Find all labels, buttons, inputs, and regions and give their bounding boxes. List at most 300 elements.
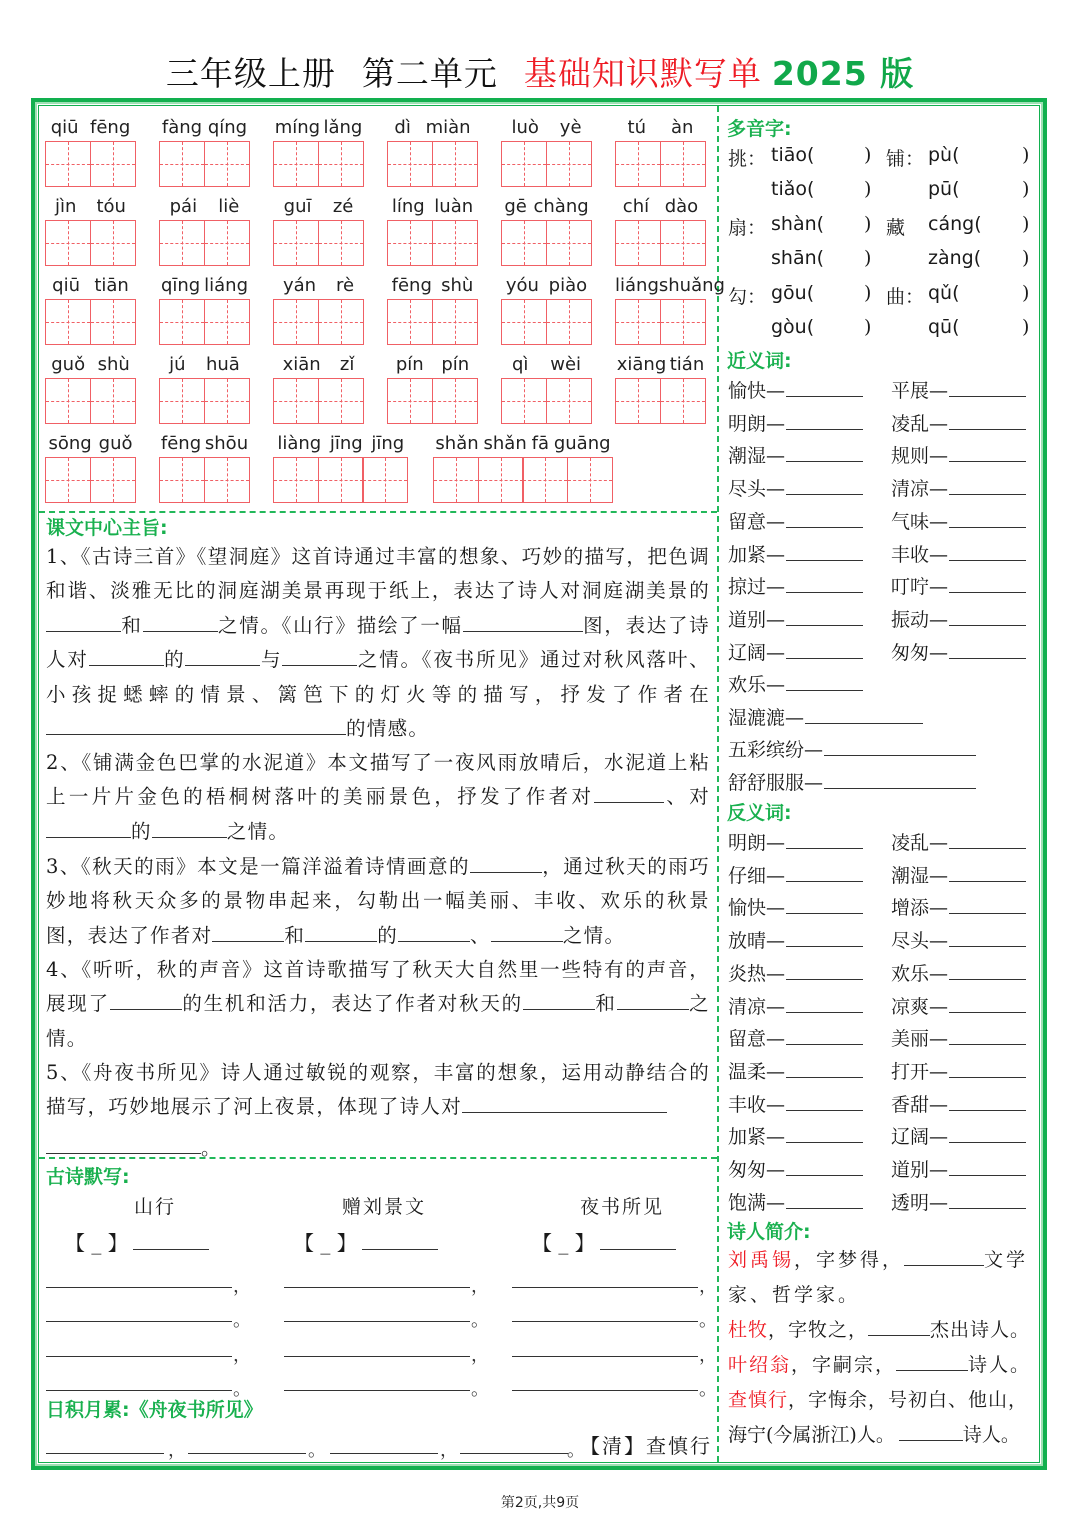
word-pair-item xyxy=(728,959,863,986)
para-text: 之情。 xyxy=(562,923,626,947)
tianzige-writing-box[interactable] xyxy=(273,378,319,424)
pinyin-syllable: dào xyxy=(664,196,699,217)
tianzige-writing-box[interactable] xyxy=(318,141,364,187)
answer-blank[interactable] xyxy=(949,1027,1026,1045)
word-prompt: 气味— xyxy=(891,510,949,533)
tianzige-writing-box[interactable] xyxy=(615,378,661,424)
polyphone-answer-slot[interactable] xyxy=(831,213,862,233)
theme-paragraph-4 xyxy=(46,953,710,1056)
pinyin-label xyxy=(501,354,592,375)
tianzige-writing-box[interactable] xyxy=(660,378,706,424)
word-pair-item xyxy=(728,507,863,534)
poem-line-blank[interactable] xyxy=(512,1371,698,1391)
polyphone-pinyin: pū( xyxy=(928,178,960,200)
polyphone-answer-slot[interactable] xyxy=(831,316,862,336)
tianzige-writing-box[interactable] xyxy=(546,378,592,424)
daily-blank-2[interactable] xyxy=(188,1434,306,1454)
answer-blank[interactable] xyxy=(786,477,863,495)
pinyin-label xyxy=(273,196,364,217)
pinyin-syllable: pín xyxy=(441,354,470,375)
pinyin-label xyxy=(273,433,409,454)
pinyin-label xyxy=(45,196,136,217)
pinyin-syllable: zǐ xyxy=(339,354,355,375)
tianzige-writing-box[interactable] xyxy=(159,457,205,503)
tianzige-writing-box[interactable] xyxy=(204,378,250,424)
poem-line-blank[interactable] xyxy=(512,1268,698,1288)
answer-blank[interactable] xyxy=(949,1093,1026,1111)
answer-blank[interactable] xyxy=(46,716,346,736)
poet-heading: 诗人简介: xyxy=(727,1221,811,1243)
tianzige-writing-box[interactable] xyxy=(45,220,91,266)
word-prompt: 清凉— xyxy=(728,995,786,1018)
poet-entry-ye xyxy=(728,1350,1031,1377)
polyphone-answer-slot[interactable] xyxy=(988,282,1020,302)
answer-blank[interactable] xyxy=(949,379,1026,397)
answer-blank[interactable] xyxy=(305,922,377,942)
answer-blank[interactable] xyxy=(786,510,863,528)
close-paren: ) xyxy=(864,213,872,235)
answer-blank[interactable] xyxy=(949,962,1026,980)
polyphone-char: 藏 xyxy=(886,217,906,239)
word-pair-item xyxy=(891,926,1026,953)
pinyin-syllable: fā xyxy=(531,433,549,454)
polyphone-answer-slot[interactable] xyxy=(831,282,862,302)
pinyin-syllable: chí xyxy=(622,196,650,217)
antonym-heading: 反义词: xyxy=(727,802,792,824)
tianzige-writing-box[interactable] xyxy=(522,457,568,503)
pinyin-syllable: liáng xyxy=(204,275,249,296)
poem-line-blank[interactable] xyxy=(284,1302,470,1322)
pinyin-syllable: miàn xyxy=(425,117,471,138)
tianzige-writing-box[interactable] xyxy=(90,220,136,266)
pinyin-syllable: sōng xyxy=(48,433,92,454)
answer-blank[interactable] xyxy=(904,1247,984,1266)
tianzige-writing-box[interactable] xyxy=(615,141,661,187)
answer-blank[interactable] xyxy=(949,1158,1026,1176)
pinyin-label xyxy=(501,275,592,296)
pinyin-label xyxy=(273,117,364,138)
word-pair-item xyxy=(891,474,1026,501)
poet-text: 文学 xyxy=(984,1249,1029,1271)
tianzige-writing-box[interactable] xyxy=(567,457,613,503)
pinyin-label xyxy=(615,117,706,138)
pinyin-syllable: líng xyxy=(391,196,425,217)
answer-blank[interactable] xyxy=(786,379,863,397)
poet-entry-zha xyxy=(728,1385,1028,1412)
tianzige-writing-box[interactable] xyxy=(660,141,706,187)
polyphone-pinyin: zàng( xyxy=(928,247,982,269)
word-pair-item xyxy=(891,992,1026,1019)
column-divider xyxy=(717,106,719,1462)
pinyin-syllable: dì xyxy=(394,117,411,138)
pinyin-label xyxy=(45,354,136,375)
word-pair-item xyxy=(728,926,863,953)
poem-author-bracket[interactable]: 【 _ 】 xyxy=(65,1231,128,1255)
poem-line-blank[interactable] xyxy=(512,1302,698,1322)
answer-blank[interactable] xyxy=(868,1317,930,1336)
close-paren: ) xyxy=(864,282,872,304)
answer-blank[interactable] xyxy=(152,818,227,838)
word-prompt: 舒舒服服— xyxy=(728,772,824,794)
tianzige-writing-box[interactable] xyxy=(432,220,478,266)
answer-blank[interactable] xyxy=(786,543,863,561)
poet-name: 查慎行 xyxy=(728,1389,789,1411)
theme-paragraph-1 xyxy=(46,540,710,746)
tianzige-writing-box[interactable] xyxy=(318,378,364,424)
answer-blank[interactable] xyxy=(282,647,357,667)
theme-paragraph-2 xyxy=(46,746,710,849)
close-paren: ) xyxy=(1022,247,1030,269)
pinyin-syllable: guǒ xyxy=(98,433,133,454)
polyphone-answer-slot[interactable] xyxy=(988,178,1020,198)
answer-blank[interactable] xyxy=(949,896,1026,914)
answer-blank[interactable] xyxy=(786,673,863,691)
pinyin-syllable: shōu xyxy=(204,433,249,454)
tianzige-writing-box[interactable] xyxy=(159,141,205,187)
answer-blank[interactable] xyxy=(143,612,218,632)
poet-text: 诗人。 xyxy=(968,1354,1032,1376)
word-pair-item xyxy=(891,1188,1026,1215)
word-prompt: 明朗— xyxy=(728,412,786,435)
pinyin-syllable: pín xyxy=(395,354,424,375)
polyphone-answer-slot[interactable] xyxy=(988,213,1020,233)
poem-line-blank[interactable] xyxy=(46,1302,232,1322)
word-prompt: 打开— xyxy=(891,1060,949,1083)
answer-blank[interactable] xyxy=(786,995,863,1013)
para-text: 、对 xyxy=(664,785,710,809)
word-pair-item xyxy=(891,1090,1026,1117)
tianzige-writing-box[interactable] xyxy=(546,141,592,187)
pinyin-syllable: huā xyxy=(205,354,240,375)
polyphone-answer-slot[interactable] xyxy=(831,144,862,164)
para-text: 的 xyxy=(163,648,186,672)
poem-line-blank[interactable] xyxy=(284,1337,470,1357)
tianzige-writing-box[interactable] xyxy=(501,141,547,187)
poet-text: 海宁(今属浙江)人。 xyxy=(728,1424,895,1446)
word-prompt: 辽阔— xyxy=(891,1126,949,1149)
word-pair-item xyxy=(891,605,1026,632)
word-prompt: 加紧— xyxy=(728,543,786,566)
tianzige-writing-box[interactable] xyxy=(45,378,91,424)
answer-blank[interactable] xyxy=(949,864,1026,882)
poem-author-bracket[interactable]: 【 _ 】 xyxy=(532,1231,595,1255)
poem-line-blank[interactable] xyxy=(512,1337,698,1357)
answer-blank[interactable] xyxy=(786,1093,863,1111)
answer-blank[interactable] xyxy=(896,1352,968,1371)
answer-blank[interactable] xyxy=(46,612,121,632)
close-paren: ) xyxy=(864,247,872,269)
punct: 。 xyxy=(699,1379,717,1400)
poem-heading: 古诗默写: xyxy=(46,1166,130,1188)
pinyin-syllable: fēng xyxy=(90,117,131,138)
polyphone-pinyin: pù( xyxy=(928,144,960,166)
pinyin-label xyxy=(387,275,478,296)
pinyin-syllable: luò xyxy=(511,117,539,138)
polyphone-answer-slot[interactable] xyxy=(988,247,1020,267)
word-pair-item xyxy=(891,507,1026,534)
word-pair-item xyxy=(728,670,863,697)
tianzige-writing-box[interactable] xyxy=(362,457,408,503)
polyphone-pinyin: gòu( xyxy=(771,316,815,338)
pinyin-label xyxy=(45,275,136,296)
answer-blank[interactable] xyxy=(949,1191,1026,1209)
tianzige-writing-box[interactable] xyxy=(90,378,136,424)
daily-blank-3[interactable] xyxy=(330,1434,438,1454)
word-prompt: 留意— xyxy=(728,510,786,533)
title-edition: 2025 版 xyxy=(771,54,915,93)
answer-blank[interactable] xyxy=(949,477,1026,495)
tianzige-writing-box[interactable] xyxy=(273,141,319,187)
tianzige-writing-box[interactable] xyxy=(273,457,319,503)
answer-blank[interactable] xyxy=(89,647,164,667)
answer-blank[interactable] xyxy=(949,444,1026,462)
tianzige-writing-box[interactable] xyxy=(45,457,91,503)
tianzige-writing-box[interactable] xyxy=(615,299,661,345)
word-pair-item xyxy=(728,828,863,855)
answer-blank[interactable] xyxy=(949,608,1026,626)
word-pair-item xyxy=(891,638,1026,665)
answer-blank[interactable] xyxy=(949,641,1026,659)
word-pair-item xyxy=(728,768,976,795)
pinyin-syllable: pái xyxy=(169,196,198,217)
answer-blank[interactable] xyxy=(824,738,976,756)
tianzige-writing-box[interactable] xyxy=(159,299,205,345)
answer-blank[interactable] xyxy=(949,575,1026,593)
poem-author-blank[interactable] xyxy=(362,1230,438,1250)
tianzige-writing-box[interactable] xyxy=(318,457,364,503)
para-text: 图，表达了诗人对 xyxy=(46,613,710,672)
answer-blank[interactable] xyxy=(786,575,863,593)
answer-blank[interactable] xyxy=(786,1027,863,1045)
tianzige-writing-box[interactable] xyxy=(432,378,478,424)
answer-blank[interactable] xyxy=(949,510,1026,528)
word-pair-item xyxy=(728,992,863,1019)
polyphone-answer-slot[interactable] xyxy=(988,316,1020,336)
pinyin-syllable: rè xyxy=(335,275,355,296)
word-prompt: 欢乐— xyxy=(891,962,949,985)
answer-blank[interactable] xyxy=(110,991,182,1011)
tianzige-writing-box[interactable] xyxy=(501,299,547,345)
word-prompt: 美丽— xyxy=(891,1028,949,1051)
punct: 。 xyxy=(233,1310,251,1331)
para-text: 之情。 xyxy=(226,819,290,843)
punct: 。 xyxy=(233,1379,251,1400)
word-pair-item xyxy=(728,638,863,665)
tianzige-writing-box[interactable] xyxy=(660,299,706,345)
answer-blank[interactable] xyxy=(185,647,260,667)
tianzige-writing-box[interactable] xyxy=(387,378,433,424)
tianzige-writing-box[interactable] xyxy=(273,220,319,266)
word-pair-item xyxy=(891,409,1026,436)
tianzige-writing-box[interactable] xyxy=(387,141,433,187)
daily-blank-4[interactable] xyxy=(460,1434,568,1454)
tianzige-writing-box[interactable] xyxy=(615,220,661,266)
pinyin-syllable: liàng xyxy=(277,433,322,454)
para-text: 和 xyxy=(284,923,306,947)
punct: 。 xyxy=(308,1440,326,1461)
answer-blank[interactable] xyxy=(786,1125,863,1143)
pinyin-syllable: shuǎng xyxy=(658,275,725,296)
word-pair-item xyxy=(728,703,923,730)
answer-blank[interactable] xyxy=(470,854,542,874)
tianzige-writing-box[interactable] xyxy=(90,299,136,345)
poem-line-blank[interactable] xyxy=(46,1337,232,1357)
word-pair-item xyxy=(891,1024,1026,1051)
poet-text: ，字牧之， xyxy=(768,1319,869,1341)
polyphone-char: 扇： xyxy=(728,217,767,239)
tianzige-writing-box[interactable] xyxy=(204,141,250,187)
tianzige-writing-box[interactable] xyxy=(501,378,547,424)
answer-blank[interactable] xyxy=(786,864,863,882)
tianzige-writing-box[interactable] xyxy=(318,220,364,266)
word-prompt: 欢乐— xyxy=(728,674,786,696)
pinyin-syllable: wèi xyxy=(550,354,582,375)
tianzige-writing-box[interactable] xyxy=(204,220,250,266)
tianzige-writing-box[interactable] xyxy=(546,220,592,266)
pinyin-label xyxy=(501,196,592,217)
answer-blank[interactable] xyxy=(786,444,863,462)
tianzige-writing-box[interactable] xyxy=(432,141,478,187)
answer-blank[interactable] xyxy=(949,831,1026,849)
word-prompt: 潮湿— xyxy=(728,445,786,468)
answer-blank[interactable] xyxy=(212,922,284,942)
pinyin-syllable: gē xyxy=(504,196,527,217)
word-prompt: 丰收— xyxy=(728,1093,786,1116)
word-pair-item xyxy=(891,540,1026,567)
answer-blank[interactable] xyxy=(786,962,863,980)
para-text: 和 xyxy=(121,613,143,637)
answer-blank[interactable] xyxy=(949,543,1026,561)
answer-blank[interactable] xyxy=(786,608,863,626)
tianzige-writing-box[interactable] xyxy=(478,457,524,503)
polyphone-answer-slot[interactable] xyxy=(831,247,862,267)
polyphone-answer-slot[interactable] xyxy=(988,144,1020,164)
answer-blank[interactable] xyxy=(786,1060,863,1078)
pinyin-syllable: liè xyxy=(218,196,240,217)
answer-blank[interactable] xyxy=(824,771,976,789)
tianzige-writing-box[interactable] xyxy=(45,141,91,187)
answer-blank[interactable] xyxy=(805,706,923,724)
pinyin-syllable: tóu xyxy=(96,196,126,217)
answer-blank[interactable] xyxy=(46,1135,201,1155)
answer-blank[interactable] xyxy=(491,922,563,942)
close-paren: ) xyxy=(1022,144,1030,166)
poet-name: 叶绍翁 xyxy=(728,1354,792,1376)
pinyin-label xyxy=(387,117,478,138)
word-prompt: 尽头— xyxy=(891,930,949,953)
answer-blank[interactable] xyxy=(786,641,863,659)
tianzige-writing-box[interactable] xyxy=(660,220,706,266)
word-pair-item xyxy=(728,735,976,762)
poem-author-blank[interactable] xyxy=(133,1230,209,1250)
answer-blank[interactable] xyxy=(786,896,863,914)
polyphone-answer-slot[interactable] xyxy=(831,178,862,198)
close-paren: ) xyxy=(864,178,872,200)
punct: 。 xyxy=(567,1440,585,1461)
word-pair-item xyxy=(728,1090,863,1117)
tianzige-writing-box[interactable] xyxy=(546,299,592,345)
answer-blank[interactable] xyxy=(786,1158,863,1176)
pinyin-syllable: fàng xyxy=(161,117,203,138)
word-prompt: 加紧— xyxy=(728,1126,786,1149)
answer-blank[interactable] xyxy=(786,1191,863,1209)
answer-blank[interactable] xyxy=(398,922,470,942)
answer-blank[interactable] xyxy=(523,991,595,1011)
poem-line-blank[interactable] xyxy=(284,1268,470,1288)
daily-blank-1[interactable] xyxy=(46,1434,164,1454)
answer-blank[interactable] xyxy=(949,412,1026,430)
tianzige-writing-box[interactable] xyxy=(273,299,319,345)
answer-blank[interactable] xyxy=(594,784,664,804)
pinyin-syllable: jīng xyxy=(371,433,405,454)
para-text: 的 xyxy=(131,819,152,843)
polyphone-pinyin: shān( xyxy=(771,247,825,269)
answer-blank[interactable] xyxy=(949,1125,1026,1143)
tianzige-writing-box[interactable] xyxy=(90,141,136,187)
word-pair-item xyxy=(728,540,863,567)
word-prompt: 凌乱— xyxy=(891,412,949,435)
pinyin-syllable: tú xyxy=(627,117,646,138)
tianzige-writing-box[interactable] xyxy=(501,220,547,266)
answer-blank[interactable] xyxy=(462,1094,667,1114)
poem-line-blank[interactable] xyxy=(46,1371,232,1391)
answer-blank[interactable] xyxy=(949,929,1026,947)
tianzige-writing-box[interactable] xyxy=(432,299,478,345)
pinyin-syllable: shù xyxy=(97,354,130,375)
tianzige-writing-box[interactable] xyxy=(387,299,433,345)
pinyin-syllable: shǎn xyxy=(435,433,479,454)
close-paren: ) xyxy=(1022,213,1030,235)
answer-blank[interactable] xyxy=(786,929,863,947)
word-prompt: 潮湿— xyxy=(891,864,949,887)
theme-paragraph-5 xyxy=(46,1056,710,1166)
tianzige-writing-box[interactable] xyxy=(387,220,433,266)
para-text: 。 xyxy=(201,1136,222,1160)
poem-line-blank[interactable] xyxy=(284,1371,470,1391)
answer-blank[interactable] xyxy=(617,991,689,1011)
poem-author-blank[interactable] xyxy=(600,1230,676,1250)
tianzige-writing-box[interactable] xyxy=(45,299,91,345)
poet-name: 刘禹锡 xyxy=(728,1249,795,1271)
poem-author-bracket[interactable]: 【 _ 】 xyxy=(294,1231,357,1255)
tianzige-writing-box[interactable] xyxy=(318,299,364,345)
tianzige-writing-box[interactable] xyxy=(90,457,136,503)
pinyin-label xyxy=(615,354,706,375)
tianzige-writing-box[interactable] xyxy=(159,220,205,266)
close-paren: ) xyxy=(1022,282,1030,304)
word-prompt: 道别— xyxy=(728,608,786,631)
pinyin-syllable: xiāng xyxy=(616,354,667,375)
answer-blank[interactable] xyxy=(786,831,863,849)
answer-blank[interactable] xyxy=(786,412,863,430)
answer-blank[interactable] xyxy=(949,995,1026,1013)
tianzige-writing-box[interactable] xyxy=(204,457,250,503)
poet-text: ，字梦得， xyxy=(794,1249,905,1271)
pinyin-label xyxy=(159,354,250,375)
answer-blank[interactable] xyxy=(46,818,131,838)
tianzige-writing-box[interactable] xyxy=(433,457,479,503)
poem-line-blank[interactable] xyxy=(46,1268,232,1288)
polyphone-char: 铺： xyxy=(886,148,925,170)
punct: ， xyxy=(699,1276,717,1297)
tianzige-writing-box[interactable] xyxy=(159,378,205,424)
punct: ， xyxy=(471,1276,489,1297)
tianzige-writing-box[interactable] xyxy=(204,299,250,345)
answer-blank[interactable] xyxy=(899,1422,963,1441)
answer-blank[interactable] xyxy=(949,1060,1026,1078)
answer-blank[interactable] xyxy=(463,612,583,632)
theme-heading: 课文中心主旨: xyxy=(46,517,168,539)
